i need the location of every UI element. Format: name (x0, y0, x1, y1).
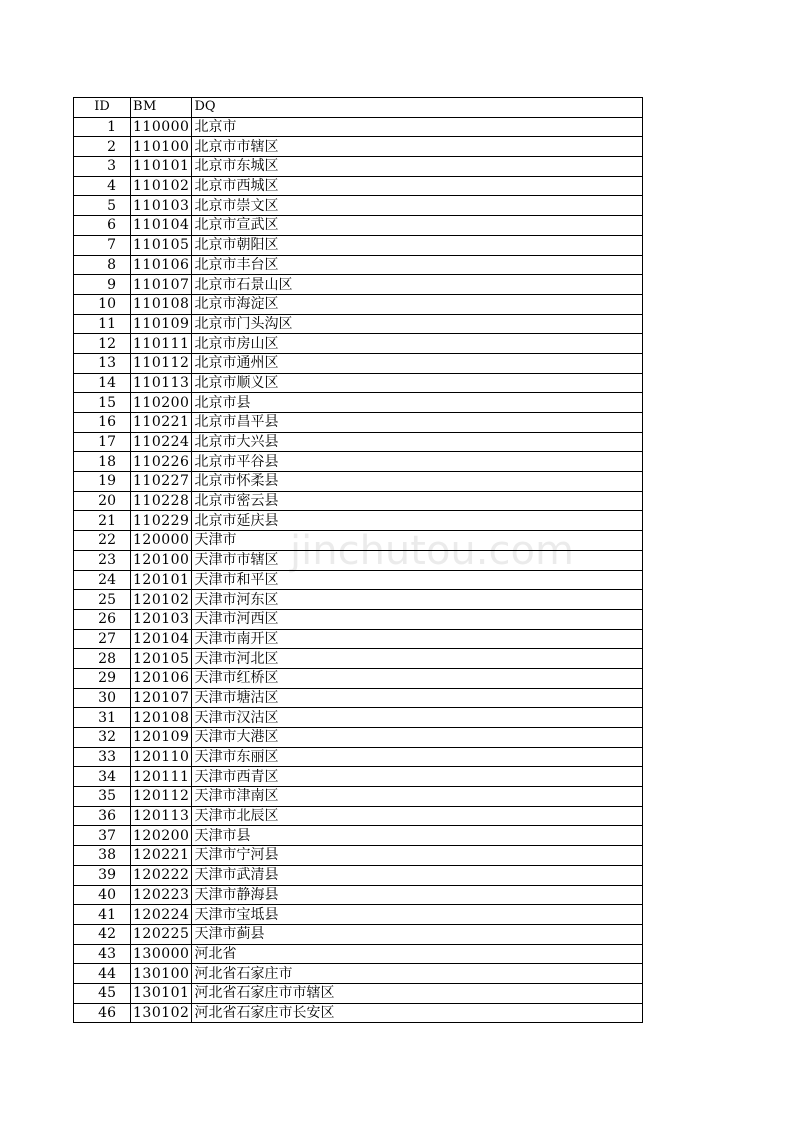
cell-id: 38 (74, 846, 131, 866)
cell-id: 30 (74, 688, 131, 708)
cell-bm: 120200 (131, 826, 192, 846)
cell-dq: 北京市宣武区 (192, 216, 643, 236)
table-row (74, 216, 643, 236)
cell-dq: 北京市房山区 (192, 334, 643, 354)
table-row (74, 373, 643, 393)
table-row (74, 708, 643, 728)
table-row (74, 393, 643, 413)
table-row (74, 728, 643, 748)
cell-bm: 120104 (131, 629, 192, 649)
cell-dq: 天津市武清县 (192, 865, 643, 885)
table-row (74, 668, 643, 688)
cell-bm: 120103 (131, 609, 192, 629)
cell-id: 25 (74, 590, 131, 610)
table-row (74, 472, 643, 492)
cell-dq: 河北省 (192, 944, 643, 964)
cell-id: 20 (74, 491, 131, 511)
cell-id: 21 (74, 511, 131, 531)
cell-id: 7 (74, 235, 131, 255)
header-bm: BM (131, 98, 192, 118)
cell-dq: 天津市宝坻县 (192, 905, 643, 925)
cell-bm: 110224 (131, 432, 192, 452)
cell-bm: 120110 (131, 747, 192, 767)
cell-id: 44 (74, 964, 131, 984)
cell-dq: 天津市静海县 (192, 885, 643, 905)
table-row (74, 944, 643, 964)
table-row (74, 570, 643, 590)
cell-bm: 130000 (131, 944, 192, 964)
cell-dq: 北京市顺义区 (192, 373, 643, 393)
cell-bm: 110102 (131, 176, 192, 196)
cell-bm: 110200 (131, 393, 192, 413)
cell-bm: 120108 (131, 708, 192, 728)
cell-id: 43 (74, 944, 131, 964)
table-row (74, 413, 643, 433)
cell-id: 41 (74, 905, 131, 925)
cell-dq: 天津市塘沽区 (192, 688, 643, 708)
table-row (74, 590, 643, 610)
cell-id: 36 (74, 806, 131, 826)
cell-id: 42 (74, 924, 131, 944)
table-row (74, 629, 643, 649)
cell-bm: 120223 (131, 885, 192, 905)
cell-dq: 天津市县 (192, 826, 643, 846)
cell-dq: 北京市密云县 (192, 491, 643, 511)
cell-dq: 北京市崇文区 (192, 196, 643, 216)
table-header-row (74, 98, 643, 118)
cell-bm: 120111 (131, 767, 192, 787)
cell-id: 39 (74, 865, 131, 885)
table-row (74, 511, 643, 531)
cell-dq: 天津市北辰区 (192, 806, 643, 826)
cell-bm: 120100 (131, 550, 192, 570)
cell-bm: 120000 (131, 531, 192, 551)
cell-id: 23 (74, 550, 131, 570)
cell-id: 19 (74, 472, 131, 492)
cell-id: 18 (74, 452, 131, 472)
cell-dq: 北京市东城区 (192, 157, 643, 177)
cell-dq: 北京市门头沟区 (192, 314, 643, 334)
table-row (74, 905, 643, 925)
table-row (74, 255, 643, 275)
table-row (74, 491, 643, 511)
cell-dq: 北京市延庆县 (192, 511, 643, 531)
cell-bm: 120109 (131, 728, 192, 748)
cell-id: 35 (74, 787, 131, 807)
cell-id: 9 (74, 275, 131, 295)
cell-id: 4 (74, 176, 131, 196)
cell-dq: 天津市蓟县 (192, 924, 643, 944)
cell-bm: 110227 (131, 472, 192, 492)
cell-bm: 110113 (131, 373, 192, 393)
cell-id: 33 (74, 747, 131, 767)
table-row (74, 649, 643, 669)
cell-dq: 天津市汉沽区 (192, 708, 643, 728)
cell-dq: 北京市怀柔县 (192, 472, 643, 492)
cell-bm: 120105 (131, 649, 192, 669)
cell-dq: 天津市东丽区 (192, 747, 643, 767)
cell-bm: 110106 (131, 255, 192, 275)
table-row (74, 924, 643, 944)
cell-dq: 天津市宁河县 (192, 846, 643, 866)
table-row (74, 353, 643, 373)
cell-bm: 110101 (131, 157, 192, 177)
cell-dq: 北京市市辖区 (192, 137, 643, 157)
table-row (74, 983, 643, 1003)
cell-id: 31 (74, 708, 131, 728)
table-row (74, 806, 643, 826)
cell-id: 40 (74, 885, 131, 905)
cell-dq: 天津市和平区 (192, 570, 643, 590)
cell-bm: 120113 (131, 806, 192, 826)
cell-id: 34 (74, 767, 131, 787)
cell-id: 6 (74, 216, 131, 236)
cell-dq: 河北省石家庄市长安区 (192, 1003, 643, 1023)
cell-id: 32 (74, 728, 131, 748)
table-row (74, 609, 643, 629)
cell-bm: 120225 (131, 924, 192, 944)
table-row (74, 235, 643, 255)
table-row (74, 314, 643, 334)
cell-bm: 110228 (131, 491, 192, 511)
cell-id: 28 (74, 649, 131, 669)
table-row (74, 334, 643, 354)
cell-dq: 天津市西青区 (192, 767, 643, 787)
cell-dq: 北京市海淀区 (192, 294, 643, 314)
table-row (74, 196, 643, 216)
table-row (74, 117, 643, 137)
table-row (74, 1003, 643, 1023)
cell-bm: 130100 (131, 964, 192, 984)
cell-dq: 天津市南开区 (192, 629, 643, 649)
cell-bm: 110111 (131, 334, 192, 354)
cell-id: 14 (74, 373, 131, 393)
table-row (74, 688, 643, 708)
cell-id: 26 (74, 609, 131, 629)
table-row (74, 846, 643, 866)
cell-bm: 110226 (131, 452, 192, 472)
cell-bm: 120106 (131, 668, 192, 688)
cell-id: 15 (74, 393, 131, 413)
header-id: ID (74, 98, 131, 118)
cell-dq: 天津市津南区 (192, 787, 643, 807)
table-row (74, 865, 643, 885)
cell-dq: 天津市大港区 (192, 728, 643, 748)
cell-dq: 天津市市辖区 (192, 550, 643, 570)
cell-id: 8 (74, 255, 131, 275)
cell-bm: 120224 (131, 905, 192, 925)
cell-id: 10 (74, 294, 131, 314)
cell-dq: 北京市 (192, 117, 643, 137)
cell-id: 13 (74, 353, 131, 373)
table-row (74, 787, 643, 807)
header-dq: DQ (192, 98, 643, 118)
cell-id: 37 (74, 826, 131, 846)
cell-bm: 110000 (131, 117, 192, 137)
cell-id: 29 (74, 668, 131, 688)
cell-dq: 天津市河北区 (192, 649, 643, 669)
table-row (74, 767, 643, 787)
cell-dq: 北京市西城区 (192, 176, 643, 196)
cell-id: 3 (74, 157, 131, 177)
table-row (74, 452, 643, 472)
cell-bm: 110221 (131, 413, 192, 433)
table-row (74, 885, 643, 905)
region-code-table (73, 97, 643, 1023)
cell-dq: 北京市平谷县 (192, 452, 643, 472)
cell-bm: 110112 (131, 353, 192, 373)
cell-bm: 110107 (131, 275, 192, 295)
cell-bm: 110100 (131, 137, 192, 157)
cell-id: 11 (74, 314, 131, 334)
cell-dq: 北京市朝阳区 (192, 235, 643, 255)
cell-dq: 河北省石家庄市市辖区 (192, 983, 643, 1003)
cell-id: 46 (74, 1003, 131, 1023)
cell-id: 24 (74, 570, 131, 590)
cell-dq: 天津市河东区 (192, 590, 643, 610)
cell-bm: 110229 (131, 511, 192, 531)
cell-bm: 110104 (131, 216, 192, 236)
cell-id: 22 (74, 531, 131, 551)
cell-bm: 110103 (131, 196, 192, 216)
cell-bm: 120222 (131, 865, 192, 885)
table-row (74, 275, 643, 295)
cell-bm: 120221 (131, 846, 192, 866)
cell-bm: 120101 (131, 570, 192, 590)
cell-dq: 北京市县 (192, 393, 643, 413)
watermark-text: jinchutou.com (290, 528, 574, 574)
cell-id: 12 (74, 334, 131, 354)
table-row (74, 137, 643, 157)
table-row (74, 826, 643, 846)
cell-dq: 北京市通州区 (192, 353, 643, 373)
cell-id: 27 (74, 629, 131, 649)
cell-id: 45 (74, 983, 131, 1003)
cell-bm: 110109 (131, 314, 192, 334)
table-row (74, 157, 643, 177)
cell-dq: 北京市石景山区 (192, 275, 643, 295)
cell-id: 5 (74, 196, 131, 216)
cell-id: 2 (74, 137, 131, 157)
cell-id: 16 (74, 413, 131, 433)
table-row (74, 176, 643, 196)
cell-id: 1 (74, 117, 131, 137)
table-row (74, 432, 643, 452)
cell-dq: 天津市河西区 (192, 609, 643, 629)
cell-dq: 天津市 (192, 531, 643, 551)
table-row (74, 747, 643, 767)
cell-dq: 北京市大兴县 (192, 432, 643, 452)
table-row (74, 531, 643, 551)
cell-dq: 北京市昌平县 (192, 413, 643, 433)
cell-bm: 120102 (131, 590, 192, 610)
cell-bm: 110108 (131, 294, 192, 314)
cell-bm: 130101 (131, 983, 192, 1003)
region-code-table-container (73, 97, 643, 1023)
cell-dq: 天津市红桥区 (192, 668, 643, 688)
cell-id: 17 (74, 432, 131, 452)
cell-bm: 120112 (131, 787, 192, 807)
table-row (74, 964, 643, 984)
cell-bm: 120107 (131, 688, 192, 708)
cell-dq: 河北省石家庄市 (192, 964, 643, 984)
cell-bm: 130102 (131, 1003, 192, 1023)
cell-bm: 110105 (131, 235, 192, 255)
table-row (74, 294, 643, 314)
cell-dq: 北京市丰台区 (192, 255, 643, 275)
table-row (74, 550, 643, 570)
